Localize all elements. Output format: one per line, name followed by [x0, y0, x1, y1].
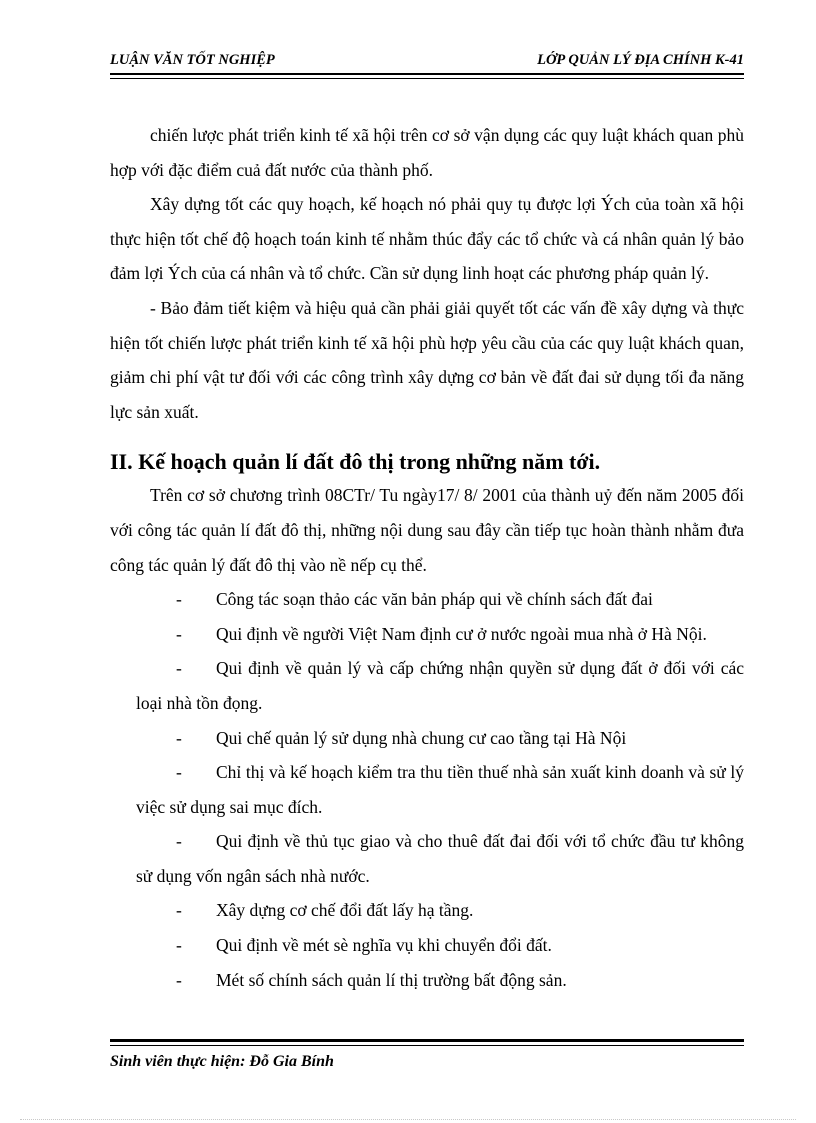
- paragraph-1: chiến lược phát triển kinh tế xã hội trên cơ sở vận dụng các quy luật khách quan phù hợp với đặc điểm cuả đất nước của thành phố.: [110, 125, 744, 180]
- bullet-dash: -: [176, 727, 182, 748]
- list-item: [110, 755, 744, 824]
- bullet-dash: -: [176, 623, 182, 644]
- bullet-dash: -: [176, 831, 182, 852]
- section-intro: Trên cơ sở chương trình 08CTr/ Tu ngày17/ 8/ 2001 của thành uỷ đến năm 2005 đối với công tác quản lí đất đô thị, những nội dung sau đây cần tiếp tục hoàn thành nhằm đưa công tác quản lý đất đô thị vào nề nếp cụ thể.: [110, 485, 744, 575]
- bullet-dash: -: [176, 762, 182, 783]
- bullet-dash: -: [176, 969, 182, 990]
- page-edge: [20, 1119, 796, 1120]
- list-item-text: Qui định về thủ tục giao và cho thuê đất đai đối với tổ chức đầu tư không sử dụng vốn ngân sách nhà nước.: [136, 831, 744, 886]
- list-item-text: Qui định về quản lý và cấp chứng nhận quyền sử dụng đất ở đối với các loại nhà tồn đọng.: [136, 658, 744, 713]
- list-item: [110, 893, 744, 928]
- header-right: LỚP QUẢN LÝ ĐỊA CHÍNH K-41: [537, 52, 744, 68]
- footer-rule-thick: [110, 1039, 744, 1042]
- bullet-dash: -: [176, 900, 182, 921]
- header-rule: [110, 78, 744, 79]
- paragraph-3: - Bảo đảm tiết kiệm và hiệu quả cần phải giải quyết tốt các vấn đề xây dựng và thực hiện tốt chiến lược phát triển kinh tế xã hội phù hợp yêu cầu của các quy luật khách quan, giảm chi phí vật tư đối với các công trình xây dựng cơ bản về đất đai sử dụng tối đa năng lực sản xuất.: [110, 297, 744, 422]
- bullet-dash: -: [176, 658, 182, 679]
- list-item-text: Qui định về mét sè nghĩa vụ khi chuyển đổi đất.: [216, 935, 552, 956]
- list-item: [110, 824, 744, 893]
- list-item: [110, 617, 744, 652]
- list-item-text: Công tác soạn thảo các văn bản pháp qui về chính sách đất đai: [216, 589, 653, 610]
- footer-rule-thin: [110, 1045, 744, 1046]
- list-item-text: Qui định về người Việt Nam định cư ở nước ngoài mua nhà ở Hà Nội.: [216, 623, 707, 644]
- bullet-dash: -: [176, 589, 182, 610]
- page-footer: Sinh viên thực hiện: Đỗ Gia Bính: [110, 1053, 334, 1070]
- list-item-text: Mét số chính sách quản lí thị trường bất động sản.: [216, 969, 567, 990]
- list-item-text: Chỉ thị và kế hoạch kiểm tra thu tiền thuế nhà sản xuất kinh doanh và sử lý việc sử dụng sai mục đích.: [136, 762, 744, 817]
- header-left: LUẬN VĂN TỐT NGHIỆP: [110, 52, 275, 68]
- list-item: [110, 721, 744, 756]
- item-list: [110, 582, 744, 997]
- list-item: [110, 651, 744, 720]
- list-item: [110, 582, 744, 617]
- section-title: II. Kế hoạch quản lí đất đô thị trong những năm tới.: [110, 449, 601, 475]
- bullet-dash: -: [176, 935, 182, 956]
- page-header: [110, 52, 744, 75]
- document-body: [110, 118, 744, 997]
- list-item: [110, 928, 744, 963]
- list-item: [110, 963, 744, 998]
- paragraph-2: Xây dựng tốt các quy hoạch, kế hoạch nó phải quy tụ được lợi Ých của toàn xã hội thực hiện tốt chế độ hoạch toán kinh tế nhằm thúc đẩy các tổ chức và cá nhân quản lý bảo đảm lợi Ých của cá nhân và tổ chức. Cần sử dụng linh hoạt các phương pháp quản lý.: [110, 194, 744, 284]
- list-item-text: Qui chế quản lý sử dụng nhà chung cư cao tầng tại Hà Nội: [216, 727, 627, 748]
- list-item-text: Xây dựng cơ chế đổi đất lấy hạ tầng.: [216, 900, 474, 921]
